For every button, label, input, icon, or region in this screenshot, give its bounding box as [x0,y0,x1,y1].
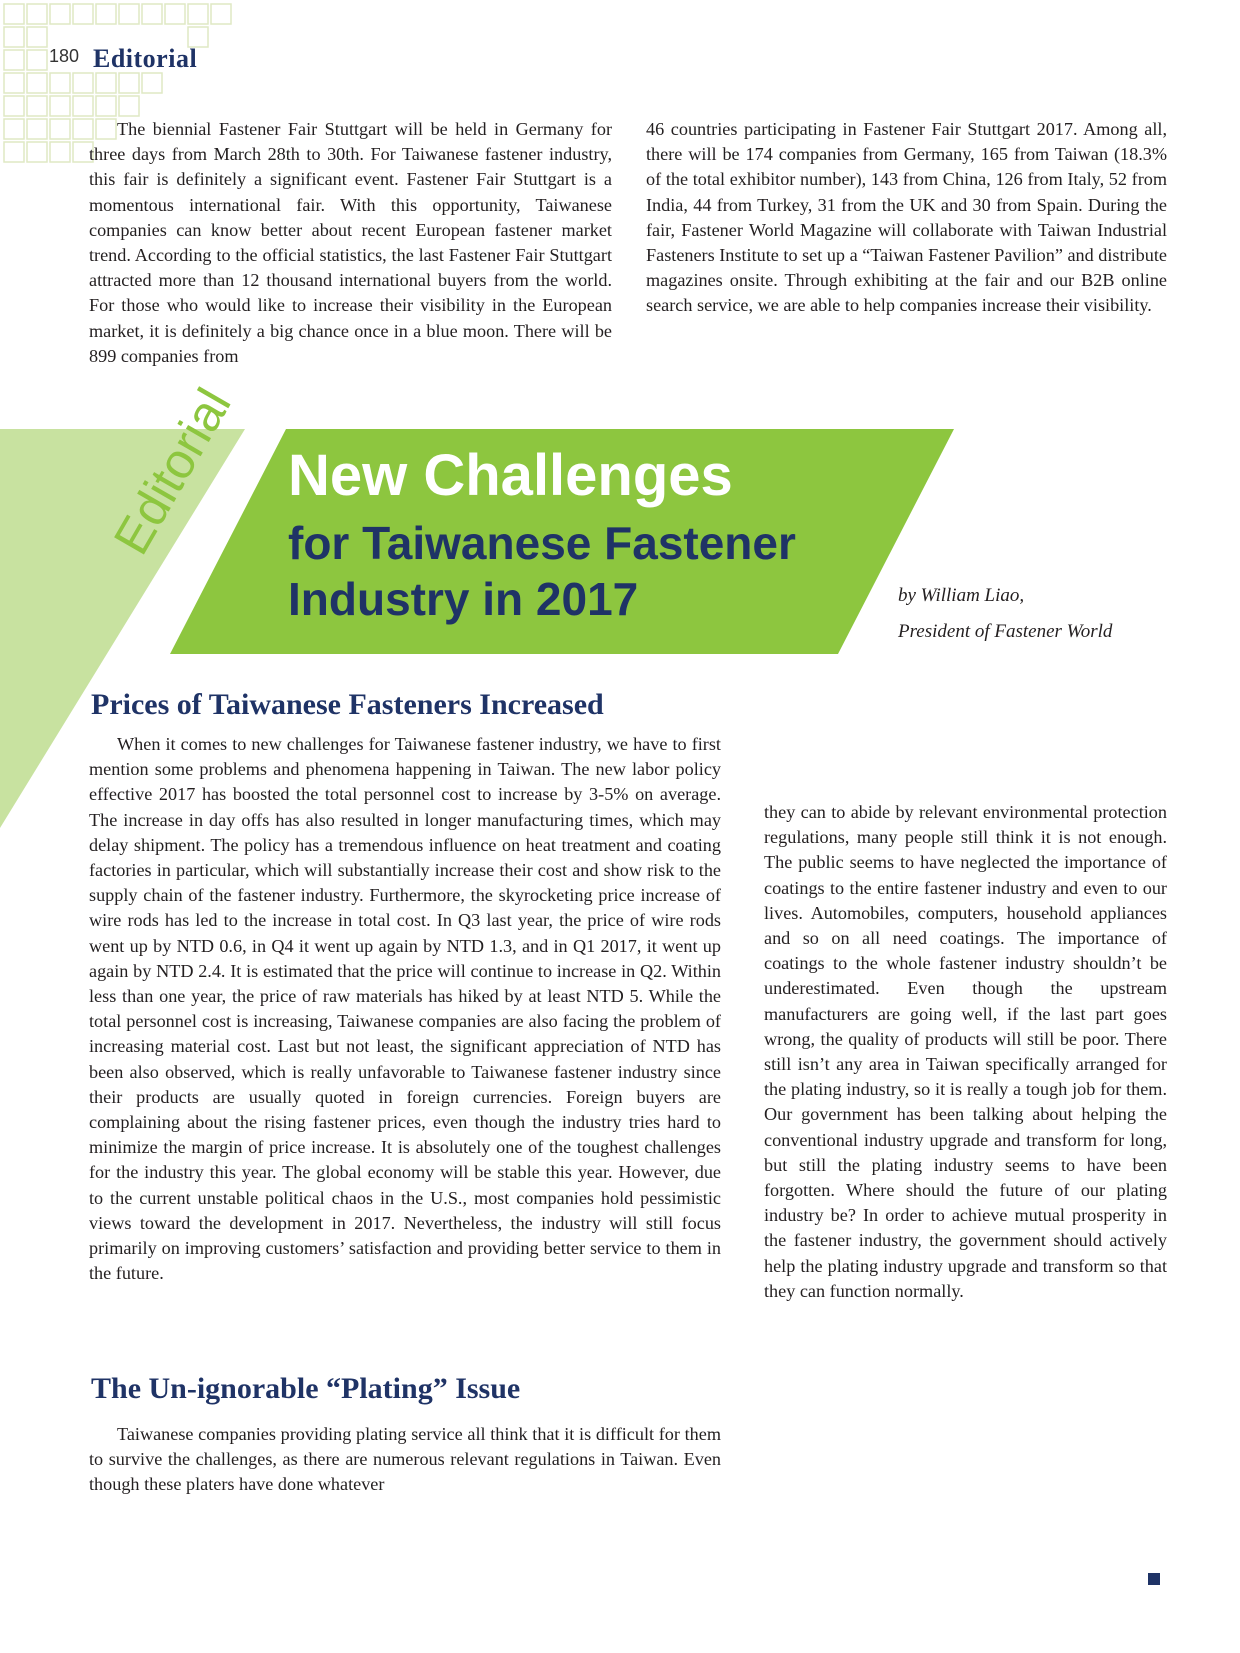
article-column-left-lower [89,1422,721,1498]
article-column-right [764,800,1167,1304]
article-paragraph-plating: Taiwanese companies providing plating service all think that it is difficult for them to survive the challenges, as there are numerous relevant regulations in Taiwan. Even though these platers have done whatever [89,1424,721,1495]
end-of-article-mark [1148,1573,1160,1585]
article-column-left [89,732,721,1286]
heading-prices: Prices of Taiwanese Fasteners Increased [91,688,604,721]
intro-paragraph-continued: 46 countries participating in Fastener Fair Stuttgart 2017. Among all, there will be 174 companies from Germany, 165 from Taiwan (18.3% of the total exhibitor number), 143 from China, 126 from Italy, 52 from India, 44 from Turkey, 31 from the UK and 30 from Spain. During the fair, Fastener World Magazine will collaborate with Taiwan Industrial Fasteners Institute to set up a “Taiwan Fastener Pavilion” and distribute magazines onsite. Through exhibiting at the fair and our B2B online search service, we are able to help companies increase their visibility. [646,119,1167,316]
banner-title-line-2: for Taiwanese Fastener [288,517,796,569]
banner-title-line-1: New Challenges [288,443,733,508]
heading-plating: The Un-ignorable “Plating” Issue [91,1372,521,1405]
page-number: 180 [49,46,80,66]
article-paragraph-prices: When it comes to new challenges for Taiwanese fastener industry, we have to first mention some problems and phenomena happening in Taiwan. The new labor policy effective 2017 has boosted the total personnel cost to increase by 3-5% on average. The increase in day offs has also resulted in longer manufacturing times, which may delay shipment. The policy has a tremendous influence on heat treatment and coating factories in particular, which will substantially increase their cost and show risk to the supply chain of the fastener industry. Furthermore, the skyrocketing price increase of wire rods has led to the increase in total cost. In Q3 last year, the price of wire rods went up by NTD 0.6, in Q4 it went up again by NTD 1.3, and in Q1 2017, it went up again by NTD 2.4. It is estimated that the price will continue to increase in Q2. Within less than one year, the price of raw materials has hiked by at least NTD 5. While the total personnel cost is increasing, Taiwanese companies are also facing the problem of increasing material cost. Last but not least, the significant appreciation of NTD has been also observed, which is really unfavorable to Taiwanese fastener industry since their products are usually quoted in foreign currencies. Foreign buyers are complaining about the rising fastener prices, even though the industry tries hard to minimize the margin of price increase. It is absolutely one of the toughest challenges for the industry this year. The global economy will be stable this year. However, due to the current unstable political chaos in the U.S., most companies hold pessimistic views toward the development in 2017. Nevertheless, the industry will still focus primarily on improving customers’ satisfaction and providing better service to them in the future. [89,734,721,1284]
vertical-editorial-label: Editorial [102,379,242,564]
intro-paragraph: The biennial Fastener Fair Stuttgart will be held in Germany for three days from March 28th to 30th. For Taiwanese fastener industry, this fair is definitely a significant event. Fastener Fair Stuttgart is a momentous international fair. With this opportunity, Taiwanese companies can know better about recent European fastener market trend. According to the official statistics, the last Fastener Fair Stuttgart attracted more than 12 thousand international buyers from the world. For those who would like to increase their visibility in the European market, it is definitely a big chance once in a blue moon. There will be 899 companies from [89,119,612,366]
byline-role: President of Fastener World [898,621,1113,642]
article-paragraph-plating-continued: they can to abide by relevant environmental protection regulations, many people still think it is not enough. The public seems to have neglected the importance of coatings to the entire fastener industry and even to our lives. Automobiles, computers, household appliances and so on all need coatings. The importance of coatings to the whole fastener industry shouldn’t be underestimated. Even though the upstream manufacturers are going well, if the last part goes wrong, the quality of products will still be poor. There still isn’t any area in Taiwan specifically arranged for the plating industry, so it is really a tough job for them. Our government has been talking about helping the conventional industry upgrade and transform for long, but still the plating industry seems to have been forgotten. Where should the future of our plating industry be? In order to achieve mutual prosperity in the fastener industry, the government should actively help the plating industry upgrade and transform so that they can function normally. [764,802,1167,1301]
section-title: Editorial [93,44,198,73]
byline-author: by William Liao, [898,585,1025,606]
banner-title-line-3: Industry in 2017 [288,573,639,625]
